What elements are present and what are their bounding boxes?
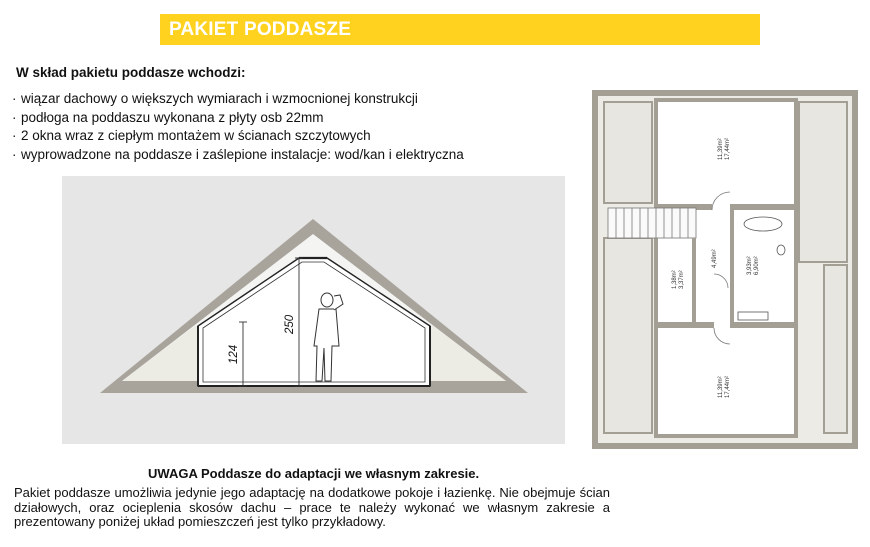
small-room-area2: 3,37m² — [679, 270, 685, 289]
room-bottom-area2: 17,44m² — [725, 375, 731, 398]
room-top-area: 11,39m² — [718, 138, 724, 160]
floor-plan-svg — [592, 90, 858, 449]
list-item: · podłoga na poddaszu wykonana z płyty osb 22mm — [12, 109, 324, 125]
roof-section-drawing — [62, 176, 565, 444]
title-banner — [160, 14, 760, 45]
staircase — [608, 208, 696, 238]
list-item: · 2 okna wraz z ciepłym montażem w ścianach szczytowych — [12, 128, 371, 143]
roof-section-svg — [62, 176, 565, 444]
room-top-area2: 17,44m² — [725, 137, 731, 160]
toilet — [777, 245, 785, 255]
list-item-text: podłoga na poddaszu wykonana z płyty osb 22mm — [21, 109, 324, 125]
hall-area: 4,49m² — [712, 249, 718, 268]
list-item-text: wyprowadzone na poddasze i zaślepione instalacje: wod/kan i elektryczna — [21, 146, 464, 162]
warning-body: Pakiet poddasze umożliwia jedynie jego adaptację na dodatkowe pokoje i łazienkę. Nie obejmuje ścian działowych, oraz ocieplenia skosów dachu – prace te należy wykonać we własnym zakresie a prezentowany poniżej układ pomieszczeń jest tylko przykładowy. — [14, 485, 610, 530]
room-bottom-area: 11,39m² — [718, 376, 724, 398]
bath-area2: 6,90m² — [754, 256, 760, 275]
dim-knee-label: 124 — [228, 344, 240, 364]
list-item: · wyprowadzone na poddasze i zaślepione instalacje: wod/kan i elektryczna — [12, 146, 464, 162]
bath-area: 3,93m² — [747, 256, 753, 275]
package-intro-heading: W skład pakietu poddasze wchodzi: — [16, 65, 246, 80]
dim-total-label: 250 — [284, 314, 296, 334]
list-item-text: 2 okna wraz z ciepłym montażem w ścianach szczytowych — [21, 128, 371, 143]
list-item: · wiązar dachowy o większych wymiarach i wzmocnionej konstrukcji — [12, 91, 418, 106]
package-contents-list — [12, 90, 464, 164]
page-title: PAKIET PODDASZE — [169, 19, 352, 40]
eave-left — [122, 326, 199, 381]
warning-title: UWAGA Poddasze do adaptacji we własnym zakresie. — [148, 466, 480, 481]
small-room-area: 1,38m² — [672, 270, 678, 289]
bathtub — [744, 217, 782, 231]
attic-floor-plan — [592, 90, 858, 449]
usable-space — [198, 258, 430, 386]
sink — [738, 312, 768, 320]
list-item-text: wiązar dachowy o większych wymiarach i wzmocnionej konstrukcji — [21, 91, 418, 106]
eave-right — [429, 326, 506, 381]
